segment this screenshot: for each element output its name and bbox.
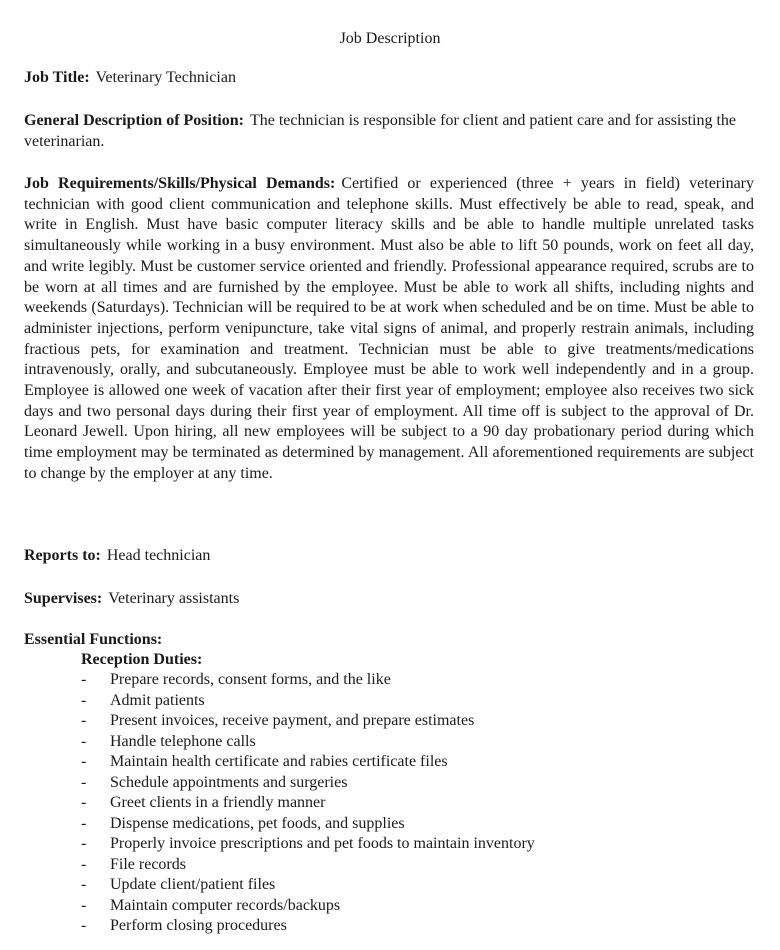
dash-bullet: - [81, 794, 87, 811]
document-title: Job Description [339, 30, 441, 47]
duty-item [24, 814, 754, 835]
dash-bullet: - [81, 691, 87, 709]
duty-text: Perform closing procedures [110, 917, 287, 934]
duty-text: Greet clients in a friendly manner [110, 794, 326, 811]
duty-item [24, 773, 754, 794]
duty-text: Handle telephone calls [110, 732, 256, 750]
dash-bullet: - [81, 814, 87, 832]
general-description-section [24, 111, 754, 152]
duty-text: Update client/patient files [110, 876, 276, 893]
dash-bullet: - [81, 917, 87, 934]
dash-bullet: - [81, 712, 87, 729]
reports-to-section [24, 546, 754, 567]
general-description-text: The technician is responsible for client and patient care and for assisting the veterinarian. [24, 112, 737, 150]
duty-item [24, 916, 754, 937]
job-title-section [24, 68, 754, 89]
essential-functions-label: Essential Functions: [24, 631, 163, 648]
duty-item [24, 691, 754, 712]
dash-bullet: - [81, 896, 87, 914]
duty-text: Dispense medications, pet foods, and supplies [110, 814, 405, 832]
dash-bullet: - [81, 835, 87, 852]
reception-duties-list [24, 670, 754, 937]
supervises-label: Supervises: [24, 590, 103, 607]
duty-item [24, 834, 754, 855]
reports-to-value: Head technician [106, 547, 211, 564]
general-description-label: General Description of Position: [24, 112, 244, 129]
job-requirements-section [24, 174, 754, 485]
duty-text: Present invoices, receive payment, and prepare estimates [110, 712, 475, 729]
duty-text: Properly invoice prescriptions and pet foods to maintain inventory [110, 835, 535, 852]
duty-text: Maintain computer records/backups [110, 896, 341, 914]
duty-item [24, 875, 754, 896]
job-requirements-text: Certified or experienced (three + years in field) veterinary technician with good client communication and telephone skills. Must effectively be able to read, speak, and write in English. Must have basic computer literacy skills and be able to handle multiple unrelated tasks simultaneously while working in a busy environment. Must also be able to lift 50 pounds, work on feet all day, and write legibly. Must be customer service oriented and friendly. Professional appearance required, scrubs are to be worn at all times and are furnished by the employee. Must be able to work all shifts, including nights and weekends (Saturdays). Technician will be required to be at work when scheduled and be on time. Must be able to administer injections, perform venipuncture, take vital signs of animal, and properly restrain animals, including fractious pets, for examination and treatment. Technician must be able to give treatments/medications intravenously, orally, and subcutaneously. Employee must be able to work well independently and in a group. Employee is allowed one week of vacation after their first year of employment; employee also receives two sick days and two personal days during their first year of employment. All time off is subject to the approval of Dr. Leonard Jewell. Upon hiring, all new employees will be subject to a 90 day probationary period during which time employment may be terminated as determined by management. All aforementioned requirements are subject to change by the employer at any time. [24, 175, 754, 482]
duty-text: Admit patients [110, 691, 205, 709]
dash-bullet: - [81, 855, 87, 873]
job-title-value: Veterinary Technician [95, 69, 236, 86]
duty-item [24, 711, 754, 732]
reception-duties-label: Reception Duties: [81, 651, 203, 668]
duty-item [24, 896, 754, 917]
duty-text: Maintain health certificate and rabies certificate files [110, 753, 448, 770]
duty-text: File records [110, 855, 186, 873]
job-title-label: Job Title: [24, 69, 90, 86]
job-requirements-label: Job Requirements/Skills/Physical Demands: [24, 175, 336, 192]
dash-bullet: - [81, 876, 87, 893]
reports-to-label: Reports to: [24, 547, 101, 564]
dash-bullet: - [81, 753, 87, 770]
supervises-section [24, 589, 754, 610]
dash-bullet: - [81, 773, 87, 791]
duty-item [24, 670, 754, 691]
dash-bullet: - [81, 671, 87, 688]
supervises-value: Veterinary assistants [108, 590, 240, 607]
duty-text: Schedule appointments and surgeries [110, 773, 348, 791]
duty-text: Prepare records, consent forms, and the like [110, 671, 391, 688]
duty-item [24, 752, 754, 773]
duty-item [24, 793, 754, 814]
duty-item [24, 855, 754, 876]
essential-functions-section [24, 629, 754, 937]
duty-item [24, 732, 754, 753]
dash-bullet: - [81, 732, 87, 750]
